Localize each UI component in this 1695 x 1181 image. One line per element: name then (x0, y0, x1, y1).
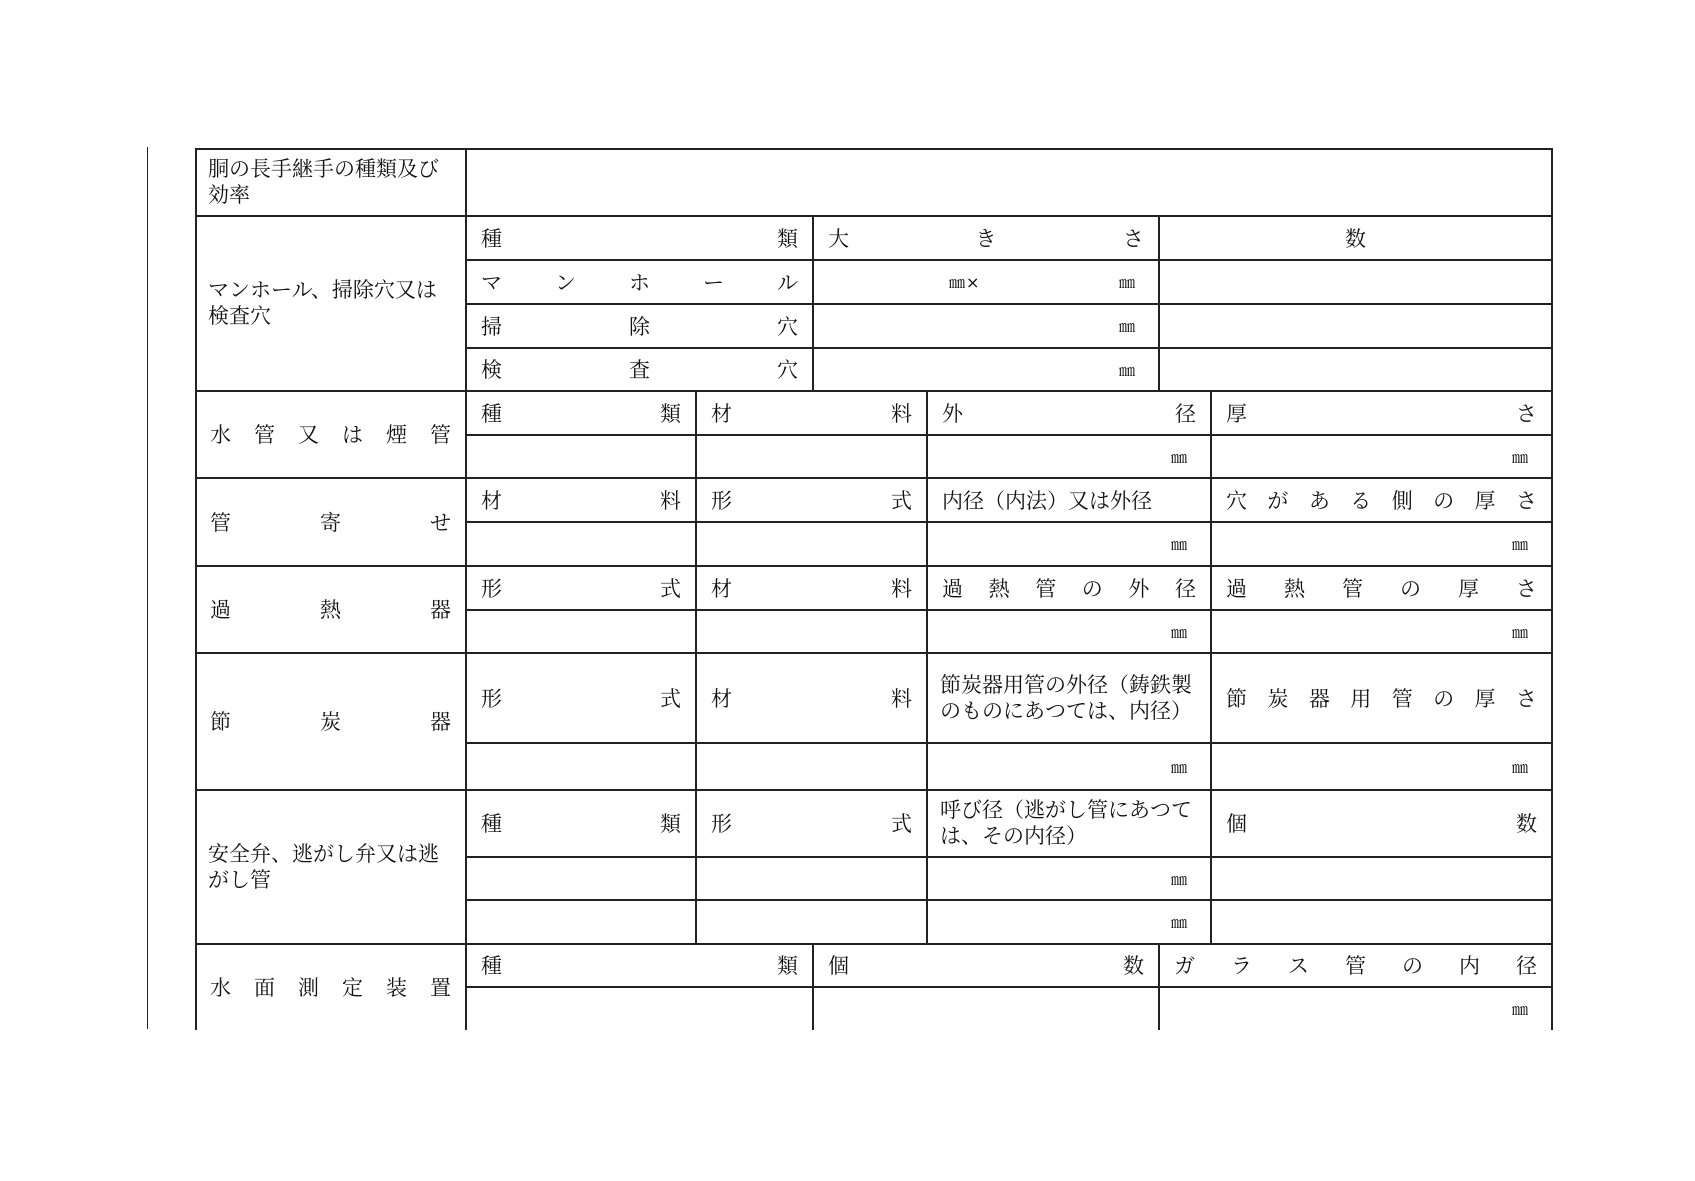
header-header-material: 材 料 (481, 488, 681, 513)
openings-header-count: 数 (1345, 226, 1366, 251)
opening-type-cleaning-hole: 掃 除 穴 (481, 314, 798, 339)
superheater-label: 過 熱 器 (210, 598, 451, 622)
opening-type-inspection-hole: 検 査 穴 (481, 358, 798, 382)
safety-valve-count-value-1[interactable] (1212, 857, 1551, 899)
superheater-header-form: 形 式 (481, 576, 681, 601)
safety-valve-nominal-value-1[interactable]: ㎜ (1170, 869, 1188, 889)
tubes-header-type: 種 類 (481, 401, 681, 426)
safety-valve-form-value-1[interactable] (697, 857, 926, 899)
tubes-thickness-value[interactable]: ㎜ (1511, 447, 1529, 467)
header-header-form: 形 式 (711, 488, 912, 513)
opening-size-inspection-hole[interactable]: ㎜ (1118, 360, 1136, 380)
economizer-thickness-value[interactable]: ㎜ (1511, 757, 1529, 777)
water-gauge-header-count: 個 数 (828, 954, 1144, 978)
water-gauge-glass-value[interactable]: ㎜ (1511, 1000, 1529, 1019)
openings-header-size: 大 き さ (828, 226, 1144, 251)
header-material-value[interactable] (467, 522, 695, 565)
unit-label: ㎜ (1118, 273, 1136, 292)
rule (1551, 148, 1553, 1030)
opening-type-manhole: マ ン ホ ー ル (481, 270, 798, 295)
shell-joint-label: 胴の長手継手の種類及び効率 (208, 157, 439, 207)
economizer-od-value[interactable]: ㎜ (1170, 757, 1188, 777)
opening-size-cleaning-hole[interactable]: ㎜ (1118, 317, 1136, 336)
water-gauge-type-value[interactable] (467, 987, 812, 1030)
openings-header-type: 種 類 (481, 226, 798, 251)
water-gauge-count-value[interactable] (814, 987, 1158, 1030)
superheater-header-od: 過 熱 管 の 外 径 (942, 576, 1196, 601)
economizer-form-value[interactable] (467, 743, 695, 789)
safety-valve-form-value-2[interactable] (697, 900, 926, 943)
superheater-form-value[interactable] (467, 610, 695, 652)
water-gauge-header-glass: ガ ラ ス 管 の 内 径 (1174, 954, 1537, 978)
economizer-header-thickness: 節 炭 器 用 管 の 厚 さ (1226, 686, 1537, 711)
water-gauge-label: 水 面 測 定 装 置 (210, 976, 451, 1000)
tubes-header-material: 材 料 (711, 401, 912, 426)
shell-joint-value[interactable] (467, 149, 1551, 215)
superheater-od-value[interactable]: ㎜ (1170, 622, 1188, 642)
superheater-header-thickness: 過 熱 管 の 厚 さ (1226, 576, 1537, 601)
openings-label: マンホール、掃除穴又は検査穴 (208, 278, 437, 328)
safety-valve-nominal-value-2[interactable]: ㎜ (1170, 913, 1188, 932)
safety-valve-header-count: 個 数 (1226, 812, 1537, 836)
tubes-label: 水 管 又 は 煙 管 (210, 423, 451, 447)
header-header-thickness: 穴 が あ る 側 の 厚 さ (1226, 488, 1537, 513)
header-diameter-value[interactable]: ㎜ (1170, 535, 1188, 554)
economizer-label: 節 炭 器 (210, 710, 451, 734)
safety-valve-type-value-1[interactable] (467, 857, 695, 899)
superheater-material-value[interactable] (697, 610, 926, 652)
safety-valve-header-form: 形 式 (711, 812, 912, 836)
safety-valve-count-value-2[interactable] (1212, 900, 1551, 943)
header-form-value[interactable] (697, 522, 926, 565)
safety-valve-header-type: 種 類 (481, 812, 681, 836)
opening-count-inspection-hole[interactable] (1160, 348, 1551, 390)
header-label: 管 寄 せ (210, 510, 451, 535)
unit-label: ㎜× (949, 273, 981, 292)
superheater-header-material: 材 料 (711, 576, 912, 601)
header-header-diameter: 内径（内法）又は外径 (942, 488, 1152, 513)
tubes-header-thickness: 厚 さ (1226, 401, 1537, 426)
tubes-material-value[interactable] (697, 435, 926, 477)
safety-valve-header-nominal: 呼び径（逃がし管にあつては、その内径） (940, 798, 1192, 848)
economizer-header-form: 形 式 (481, 686, 681, 711)
economizer-material-value[interactable] (697, 743, 926, 789)
tubes-od-value[interactable]: ㎜ (1170, 447, 1188, 467)
opening-count-cleaning-hole[interactable] (1160, 304, 1551, 347)
header-thickness-value[interactable]: ㎜ (1511, 535, 1529, 554)
opening-size-manhole[interactable] (814, 260, 1158, 303)
economizer-header-material: 材 料 (711, 686, 912, 711)
safety-valve-type-value-2[interactable] (467, 900, 695, 943)
superheater-thickness-value[interactable]: ㎜ (1511, 622, 1529, 642)
safety-valve-label: 安全弁、逃がし弁又は逃がし管 (208, 841, 439, 892)
tubes-header-od: 外 径 (942, 401, 1196, 426)
economizer-header-od: 節炭器用管の外径（鋳鉄製のものにあつては、内径） (940, 672, 1192, 723)
opening-count-manhole[interactable] (1160, 260, 1551, 303)
tubes-type-value[interactable] (467, 435, 695, 477)
water-gauge-header-type: 種 類 (481, 954, 798, 978)
